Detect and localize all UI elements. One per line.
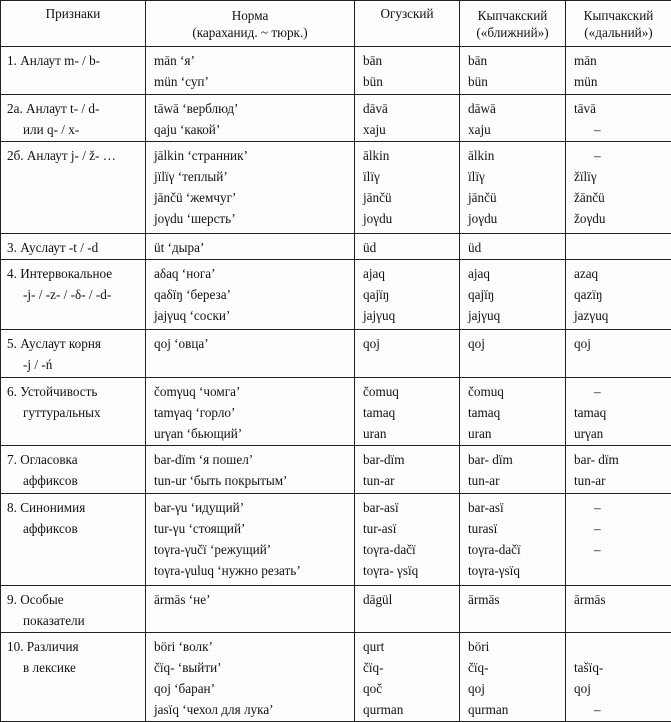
table-row [1,378,671,446]
cell-text: qoč [363,678,456,699]
norm-cell [146,47,355,95]
cell-text: jānčü [363,187,456,208]
kipchak-far-cell [566,260,671,330]
cell-text: bar-dïm [363,449,456,470]
cell-text: xaju [468,119,562,140]
cell-text: qoj [468,678,562,699]
cell-text: – [574,145,668,166]
cell-text: žānčü [574,187,668,208]
norm-cell [146,234,355,260]
cell-text: qurman [363,699,456,720]
cell-text: ajaq [363,263,456,284]
cell-text: ïlïγ [363,166,456,187]
feature-cell [1,234,146,260]
cell-text: 7. Огласовка [7,449,142,470]
feature-cell [1,330,146,378]
feature-cell [1,47,146,95]
table-row [1,633,671,722]
cell-text: bar-dïm ‘я пошел’ [154,449,351,470]
oguz-cell [355,586,460,633]
cell-text: jālkin ‘странник’ [154,145,351,166]
cell-text: tun-ar [363,470,456,491]
cell-text: ārmās [468,589,562,610]
cell-text: 8. Синонимия [7,497,142,518]
cell-text: bar-asï [363,497,456,518]
cell-text: – [574,539,668,560]
cell-text: bān [468,50,562,71]
cell-text: 5. Ауслаут корня [7,333,142,354]
oguz-cell [355,95,460,142]
cell-text: qoj [574,333,668,354]
cell-text: 2a. Анлаут t- / d- [7,98,142,119]
oguz-cell [355,446,460,494]
cell-text: bar- dïm [468,449,562,470]
norm-cell [146,378,355,446]
cell-text: žïlïγ [574,166,668,187]
table-body [1,47,671,722]
cell-text: qoj [468,333,562,354]
cell-text: uran [363,423,456,444]
cell-text: 6. Устойчивость [7,381,142,402]
kipchak-far-cell [566,330,671,378]
cell-text: jajγuq [363,305,456,326]
cell-text: üt ‘дыра’ [154,237,351,258]
cell-text: qoj ‘овца’ [154,333,351,354]
cell-text: jajγuq ‘соски’ [154,305,351,326]
cell-text: -j- / -z- / -δ- / -d- [7,284,142,305]
feature-cell [1,446,146,494]
kipchak-near-cell [460,260,566,330]
cell-text: tun-ar [574,470,668,491]
cell-text: 10. Различия [7,636,142,657]
kipchak-near-cell [460,330,566,378]
cell-text: böri ‘волк’ [154,636,351,657]
cell-text: аффиксов [7,518,142,539]
kipchak-far-cell [566,142,671,234]
cell-text: ïlïγ [468,166,562,187]
table-row [1,142,671,234]
header-row [1,1,671,47]
feature-cell [1,142,146,234]
oguz-cell [355,633,460,722]
oguz-cell [355,330,460,378]
cell-text: čomuq [468,381,562,402]
cell-text: azaq [574,263,668,284]
table-row [1,330,671,378]
header-feature: Признаки [1,1,146,47]
norm-cell [146,260,355,330]
kipchak-far-cell [566,95,671,142]
norm-cell [146,142,355,234]
cell-text: toγra-dačï [363,539,456,560]
cell-text: 4. Интервокальное [7,263,142,284]
cell-text: или q- / x- [7,119,142,140]
oguz-cell [355,378,460,446]
cell-text: – [574,119,668,140]
cell-text: qajïŋ [363,284,456,305]
feature-cell [1,494,146,586]
kipchak-near-cell [460,234,566,260]
kipchak-far-cell [566,586,671,633]
kipchak-near-cell [460,142,566,234]
cell-text: jasïq ‘чехол для лука’ [154,699,351,720]
oguz-cell [355,142,460,234]
cell-text: čomγuq ‘чомга’ [154,381,351,402]
feature-cell [1,260,146,330]
kipchak-far-cell [566,47,671,95]
cell-text: čïq- [363,657,456,678]
cell-text [574,237,668,258]
cell-text: bar- dïm [574,449,668,470]
cell-text: joγdu [363,208,456,229]
kipchak-near-cell [460,494,566,586]
norm-cell [146,494,355,586]
cell-text: mān [574,50,668,71]
kipchak-near-cell [460,95,566,142]
cell-text: dāvā [363,98,456,119]
kipchak-near-cell [460,586,566,633]
cell-text: üd [363,237,456,258]
cell-text: bān [363,50,456,71]
cell-text: tāvā [574,98,668,119]
cell-text: qurman [468,699,562,720]
cell-text: toγra-γsïq [468,560,562,581]
cell-text: ārmās [574,589,668,610]
cell-text: 9. Особые [7,589,142,610]
feature-cell [1,586,146,633]
cell-text: гуттуральных [7,402,142,423]
cell-text: mün ‘суп’ [154,71,351,92]
cell-text: tašïq- [574,657,668,678]
kipchak-far-cell [566,446,671,494]
cell-text: ālkin [363,145,456,166]
oguz-cell [355,234,460,260]
kipchak-far-cell [566,494,671,586]
oguz-cell [355,47,460,95]
kipchak-near-cell [460,378,566,446]
cell-text: toγra-γuluq ‘нужно резать’ [154,560,351,581]
cell-text: urγan ‘бьющий’ [154,423,351,444]
cell-text: qurt [363,636,456,657]
cell-text: čïq- ‘выйти’ [154,657,351,678]
header-norm: Норма (караханид. ~ тюрк.) [146,1,355,47]
cell-text: 2б. Анлаут j- / ž- … [7,145,142,166]
cell-text: aδaq ‘нога’ [154,263,351,284]
kipchak-near-cell [460,446,566,494]
cell-text: tamaq [363,402,456,423]
header-kipchak-far: Кыпчакский («дальний») [566,1,671,47]
cell-text: qajïŋ [468,284,562,305]
cell-text: – [574,381,668,402]
cell-text: toγra-dačï [468,539,562,560]
table-row [1,586,671,633]
table-row [1,47,671,95]
feature-cell [1,633,146,722]
cell-text: tur-γu ‘стоящий’ [154,518,351,539]
cell-text [574,560,668,581]
cell-text: čomuq [363,381,456,402]
cell-text: аффиксов [7,470,142,491]
cell-text: jānčü [468,187,562,208]
cell-text: qoj ‘баран’ [154,678,351,699]
cell-text: qazïŋ [574,284,668,305]
cell-text: qoj [363,333,456,354]
norm-cell [146,95,355,142]
header-kipchak-near: Кыпчакский («ближний») [460,1,566,47]
cell-text [574,636,668,657]
cell-text: jazγuq [574,305,668,326]
cell-text: üd [468,237,562,258]
cell-text: jajγuq [468,305,562,326]
cell-text: – [574,699,668,720]
cell-text: – [574,497,668,518]
cell-text: dāwā [468,98,562,119]
norm-cell [146,446,355,494]
norm-cell [146,633,355,722]
cell-text: bar-γu ‘идущий’ [154,497,351,518]
kipchak-near-cell [460,633,566,722]
table-row [1,260,671,330]
cell-text: joγdu ‘шерсть’ [154,208,351,229]
oguz-cell [355,494,460,586]
cell-text: mān ‘я’ [154,50,351,71]
cell-text: показатели [7,610,142,631]
cell-text: qaju ‘какой’ [154,119,351,140]
cell-text: čïq- [468,657,562,678]
cell-text: tun-ar [468,470,562,491]
cell-text: joγdu [468,208,562,229]
cell-text: tun-ur ‘быть покрытым’ [154,470,351,491]
cell-text: 3. Ауслаут -t / -d [7,237,142,258]
cell-text: bar-asï [468,497,562,518]
table-row [1,234,671,260]
feature-cell [1,95,146,142]
cell-text: toγra-γučï ‘режущий’ [154,539,351,560]
kipchak-far-cell [566,234,671,260]
cell-text: uran [468,423,562,444]
header-oguz: Огузский [355,1,460,47]
cell-text: bün [363,71,456,92]
cell-text: mün [574,71,668,92]
cell-text: jānčü ‘жемчуг’ [154,187,351,208]
cell-text: tamaq [574,402,668,423]
cell-text: qaδïŋ ‘береза’ [154,284,351,305]
kipchak-far-cell [566,633,671,722]
cell-text: dāgül [363,589,456,610]
cell-text: tāwā ‘верблюд’ [154,98,351,119]
cell-text: turasï [468,518,562,539]
norm-cell [146,586,355,633]
cell-text: ajaq [468,263,562,284]
cell-text: bün [468,71,562,92]
cell-text: в лексике [7,657,142,678]
cell-text: 1. Анлаут m- / b- [7,50,142,71]
table-row [1,95,671,142]
cell-text: toγra- γsïq [363,560,456,581]
oguz-cell [355,260,460,330]
kipchak-far-cell [566,378,671,446]
cell-text: tur-asï [363,518,456,539]
cell-text: urγan [574,423,668,444]
cell-text: ālkin [468,145,562,166]
norm-cell [146,330,355,378]
cell-text: qoj [574,678,668,699]
feature-cell [1,378,146,446]
cell-text: böri [468,636,562,657]
cell-text: ārmās ‘не’ [154,589,351,610]
kipchak-near-cell [460,47,566,95]
cell-text: žoγdu [574,208,668,229]
cell-text: jïlïγ ‘теплый’ [154,166,351,187]
cell-text: tamγaq ‘горло’ [154,402,351,423]
cell-text: -j / -ń [7,354,142,375]
cell-text: tamaq [468,402,562,423]
table-row [1,494,671,586]
table-row [1,446,671,494]
cell-text: – [574,518,668,539]
cell-text: xaju [363,119,456,140]
